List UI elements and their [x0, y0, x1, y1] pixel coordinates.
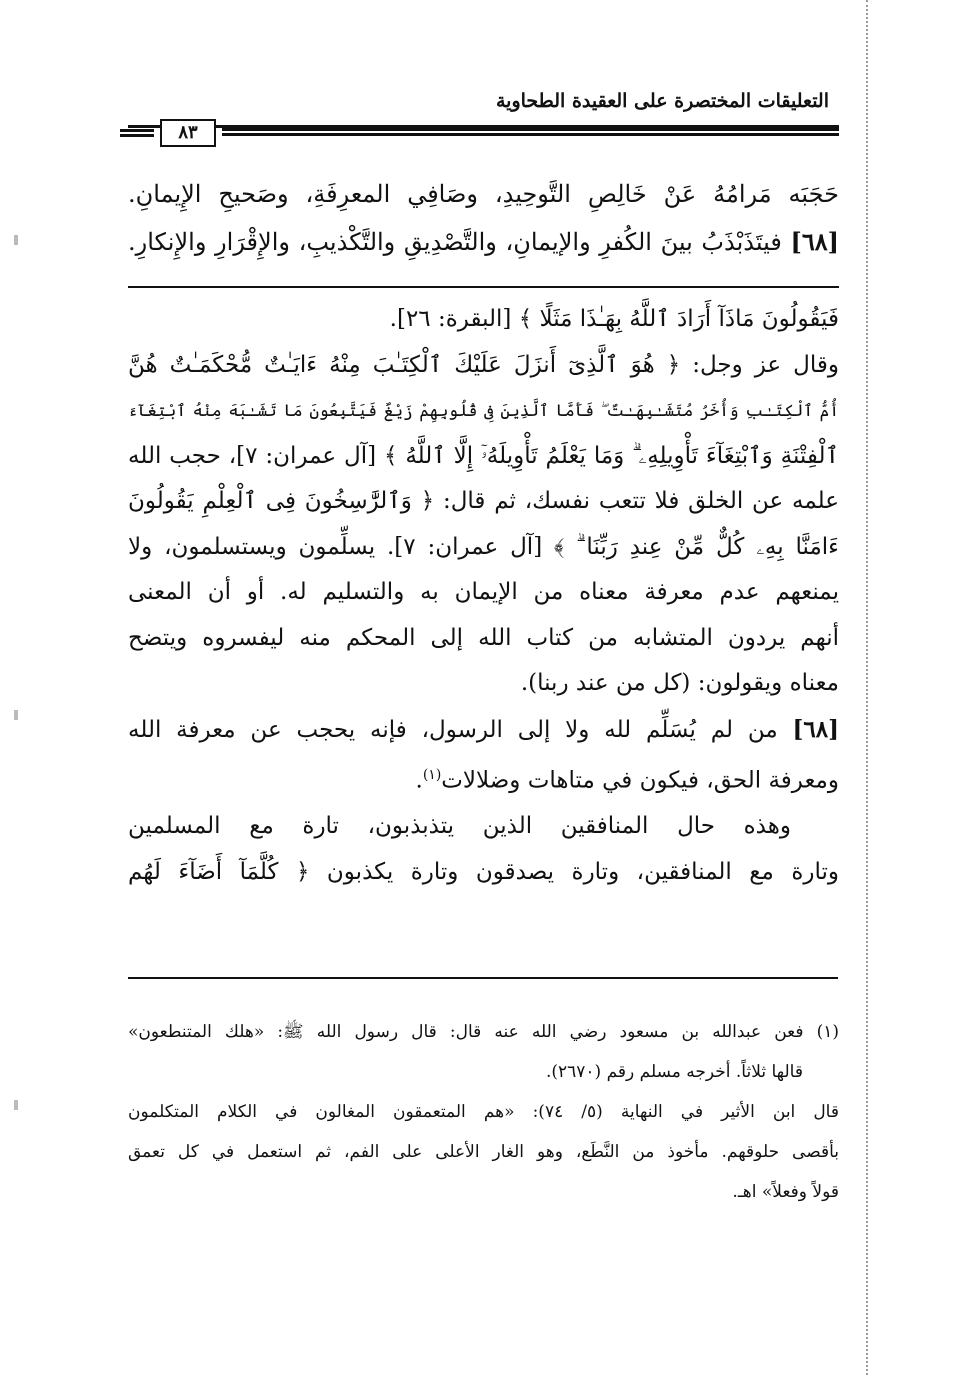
paragraph-ref: [٦٨]: [792, 715, 840, 743]
matn-line: حَجَبَه مَرامُهُ عَنْ خَالِصِ التَّوحِيدِ، وصَافِي المعرِفَةِ، وصَحيحِ الإِيمانِ.: [128, 180, 839, 208]
commentary-line: علمه عن الخلق فلا تتعب نفسك، ثم قال: ﴿ وَٱلرَّٰسِخُونَ فِى ٱلْعِلْمِ يَقُولُونَ: [128, 488, 839, 514]
commentary-text: ومعرفة الحق، فيكون في متاهات وضلالات: [441, 767, 839, 794]
footnote-marker: (١): [422, 767, 442, 783]
commentary-line: أنهم يردون المتشابه من كتاب الله إلى المحكم منه ليفسروه ويتضح: [128, 624, 839, 651]
footnotes-block: [128, 1012, 839, 1212]
footnote-line: (١) فعن عبدالله بن مسعود رضي الله عنه قال: قال رسول الله ﷺ: «هلك المتنطعون»: [128, 1022, 839, 1042]
margin-mark: [14, 710, 18, 720]
commentary-line: معناه ويقولون: (كل من عند ربنا).: [520, 670, 839, 696]
commentary-line: وهذه حال المنافقين الذين يتذبذبون، تارة مع المسلمين: [128, 813, 791, 840]
section-divider: [128, 286, 839, 288]
commentary-line: فَيَقُولُونَ مَاذَآ أَرَادَ ٱللَّهُ بِهَـٰذَا مَثَلًا ﴾ [البقرة: ٢٦].: [389, 306, 839, 332]
commentary-block: [128, 297, 839, 895]
commentary-text: من لم يُسَلِّم لله ولا إلى الرسول، فإنه يحجب عن معرفة الله: [128, 716, 778, 743]
page-edge-dotted-line: [866, 0, 868, 1375]
matn-block: [128, 170, 839, 266]
commentary-line: يمنعهم عدم معرفة معناه من الإيمان به والتسليم له. أو أن المعنى: [128, 579, 839, 605]
commentary-line: ٱلْفِتْنَةِ وَٱبْتِغَآءَ تَأْوِيلِهِۦ ۗ وَمَا يَعْلَمُ تَأْوِيلَهُۥٓ إِلَّا ٱللَّهُ ﴾ [آل عمران: ٧]، حجب الله: [128, 442, 839, 469]
commentary-text: .: [415, 767, 423, 794]
margin-mark: [14, 1100, 18, 1110]
footnote-divider: [128, 977, 838, 979]
matn-line: [128, 218, 839, 266]
commentary-line: وتارة مع المنافقين، وتارة يصدقون وتارة يكذبون ﴿ كُلَّمَآ أَضَآءَ لَهُم: [128, 858, 839, 885]
footnote-line: بأقصى حلوقهم. مأخوذ من النَّطَع، وهو الغار الأعلى على الفم، ثم استعمل في كل تعمق: [128, 1142, 839, 1162]
footnote-line: قولاً وفعلاً» اهـ.: [732, 1182, 839, 1202]
page-number-ornament: [120, 129, 154, 139]
header-double-rule: [222, 128, 839, 138]
footnote-line: قال ابن الأثير في النهاية (٥/ ٧٤): «هم المتعمقون المغالون في الكلام المتكلمون: [128, 1102, 839, 1122]
commentary-line: أُمُّ ٱلْكِتَـٰبِ وَأُخَرُ مُتَشَـٰبِهَـٰتٌ ۖ فَأَمَّا ٱلَّذِينَ فِى قُلُوبِهِمْ زَيْغٌ فَيَتَّبِعُونَ مَا تَشَـٰبَهَ مِنْهُ ٱبْتِغَآءَ: [128, 401, 839, 420]
commentary-line: وقال عز وجل: ﴿ هُوَ ٱلَّذِىٓ أَنزَلَ عَلَيْكَ ٱلْكِتَـٰبَ مِنْهُ ءَايَـٰتٌ مُّحْكَمَـٰتٌ هُنَّ: [128, 351, 839, 378]
paragraph-ref: [٦٨]: [790, 227, 839, 256]
running-title: التعليقات المختصرة على العقيدة الطحاوية: [495, 90, 829, 112]
commentary-line: [128, 707, 839, 754]
footnote-line: قالها ثلاثاً. أخرجه مسلم رقم (٢٦٧٠).: [545, 1062, 803, 1082]
margin-mark: [14, 235, 18, 245]
page-number: ٨٣: [160, 119, 216, 147]
commentary-line: ءَامَنَّا بِهِۦ كُلٌّ مِّنْ عِندِ رَبِّنَا ۗ ﴾ [آل عمران: ٧]. يسلِّمون ويستسلمون، ولا: [128, 533, 839, 560]
commentary-line: [128, 753, 839, 804]
matn-text: فيتَذَبْذَبُ بينَ الكُفرِ والإيمانِ، والتَّصْدِيقِ والتَّكْذيبِ، والإِقْرَارِ والإِنكارِ.: [128, 228, 782, 256]
